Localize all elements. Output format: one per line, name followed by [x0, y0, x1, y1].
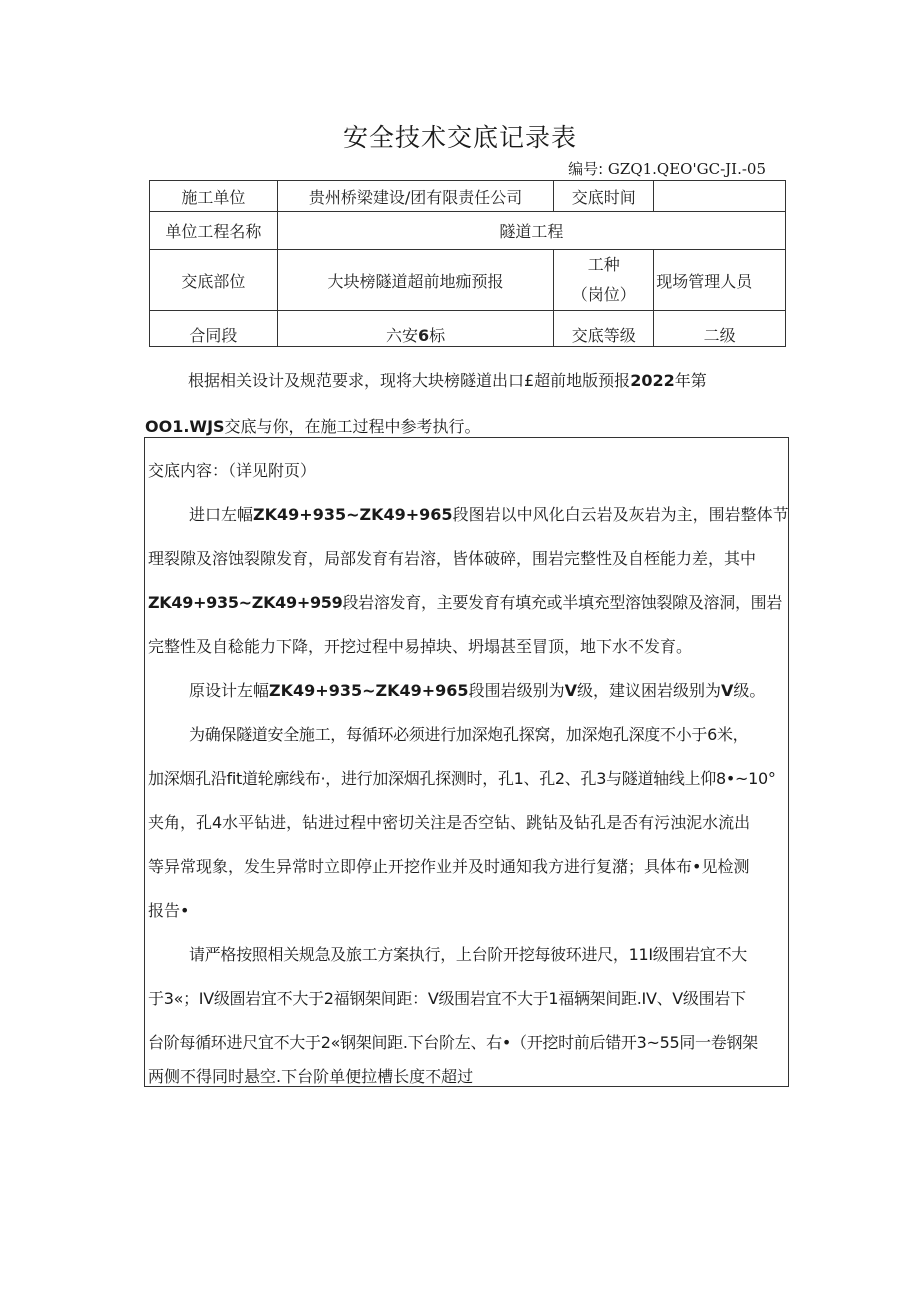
- p1-line-3: [148, 590, 782, 613]
- p2-c: 段围岩级别为: [468, 681, 565, 700]
- p2-grade-1: V: [564, 681, 577, 700]
- intro-line-1-year: 2022: [630, 371, 675, 390]
- handover-part-value: 大块榜隧道超前地痂预报: [277, 250, 554, 311]
- p4-line-3: 台阶每循环进尺宜不大于2«钢架间距.下台阶左、右•（开挖时前后错开3~55同一卷钢架: [148, 1033, 758, 1052]
- project-name-label: 单位工程名称: [150, 212, 278, 250]
- p3-line-1: 为确保隧道安全施工，每循环必须进行加深炮孔探窝，加深炮孔深度不小于6米，: [189, 725, 749, 744]
- work-type-label-line2: （岗位）: [571, 285, 636, 304]
- handover-level-value: 二级: [654, 311, 786, 347]
- p4-line-1: 请严格按照相关规急及旅工方案执行，上台阶开挖每彼环进尺，11I级围岩宜不大: [189, 945, 747, 964]
- intro-line-1: [188, 368, 707, 391]
- p1-line-1-range: ZK49+935~ZK49+965: [253, 505, 453, 524]
- document-number-label: 编号:: [568, 160, 604, 178]
- p3-line-4: 等异常现象，发生异常时立即停止开挖作业并及时通知我方进行复潴；具体布•见检测: [148, 857, 750, 876]
- handover-level-label: 交底等级: [554, 311, 654, 347]
- p2-range: ZK49+935~ZK49+965: [269, 681, 469, 700]
- contract-section-number: 6: [417, 326, 430, 345]
- info-table: [149, 180, 786, 347]
- p1-line-1: [189, 502, 789, 525]
- p3-line-3: 夹角，孔4水平钻进，钻进过程中密切关注是否空钻、跳钻及钻孔是否有污浊泥水流出: [148, 813, 751, 832]
- content-heading: 交底内容：（详见附页）: [148, 461, 317, 480]
- contract-section-suffix: 标: [429, 326, 446, 345]
- document-number: [568, 158, 766, 179]
- intro-line-1-a: 根据相关设计及规范要求，现将大块榜隧道出口£超前地版预报: [188, 371, 631, 390]
- handover-part-label: 交底部位: [150, 250, 278, 311]
- content-box: [144, 437, 789, 1087]
- document-number-value: GZQ1.QEO'GC-JI.-05: [607, 160, 766, 178]
- intro-line-1-c: 年第: [674, 371, 707, 390]
- work-type-value: 现场管理人员: [654, 250, 786, 311]
- p2-g: 级。: [733, 681, 766, 700]
- p1-line-4: 完整性及自稔能力下降，开挖过程中易掉块、坍塌甚至冒顶，地下水不发育。: [148, 637, 693, 656]
- p1-line-1-a: 进口左幅: [189, 505, 254, 524]
- document-title: 安全技术交底记录表: [342, 123, 577, 152]
- p1-line-2: 理裂隙及溶蚀裂隙发育，局部发育有岩溶，皆体破碎，围岩完整性及自桎能力差，其中: [148, 549, 757, 568]
- intro-line-2-b: 交底与你，在施工过程中参考执行。: [224, 417, 481, 436]
- intro-line-2: [145, 414, 481, 437]
- contract-section-label: 合同段: [150, 311, 278, 347]
- work-type-label-line1: 工种: [587, 255, 620, 274]
- p4-line-2: 于3«；IV级圄岩宜不大于2福钢架间距：V级围岩宜不大于1福辆架间距.IV、V级围岩下: [148, 989, 746, 1008]
- p2-grade-2: V: [720, 681, 734, 700]
- p2-a: 原设计左幅: [189, 681, 270, 700]
- construction-unit-label: 施工单位: [150, 181, 278, 212]
- p1-line-3-range: ZK49+935~ZK49+959: [148, 593, 343, 612]
- work-type-label: [554, 250, 654, 311]
- project-name-value: 隧道工程: [277, 212, 785, 250]
- contract-section-text: 六安: [385, 326, 418, 345]
- p1-line-1-c: 段图岩以中风化白云岩及灰岩为主，围岩整体节: [452, 505, 789, 524]
- p2-line-1: [189, 678, 765, 701]
- construction-unit-value: 贵州桥梁建设/团有限责任公司: [277, 181, 554, 212]
- intro-line-2-code: OO1.WJS: [145, 417, 225, 436]
- contract-section-value: [277, 311, 554, 347]
- handover-time-value: [654, 181, 786, 212]
- p1-line-3-c: 段岩溶发育，主要发育有填充或半填充型溶蚀裂隙及溶洞，围岩: [342, 593, 783, 612]
- p3-line-5: 报告•: [148, 901, 190, 920]
- p4-line-4: 两侧不得同时悬空.下台阶单便拉槽长度不超过: [148, 1067, 474, 1086]
- p3-line-2: 加深烟孔沿fit道轮廓线布·，进行加深烟孔探测时，孔1、孔2、孔3与隧道轴线上仰8•~10°: [148, 769, 776, 788]
- p2-e: 级，建议困岩级别为: [576, 681, 721, 700]
- handover-time-label: 交底时间: [554, 181, 654, 212]
